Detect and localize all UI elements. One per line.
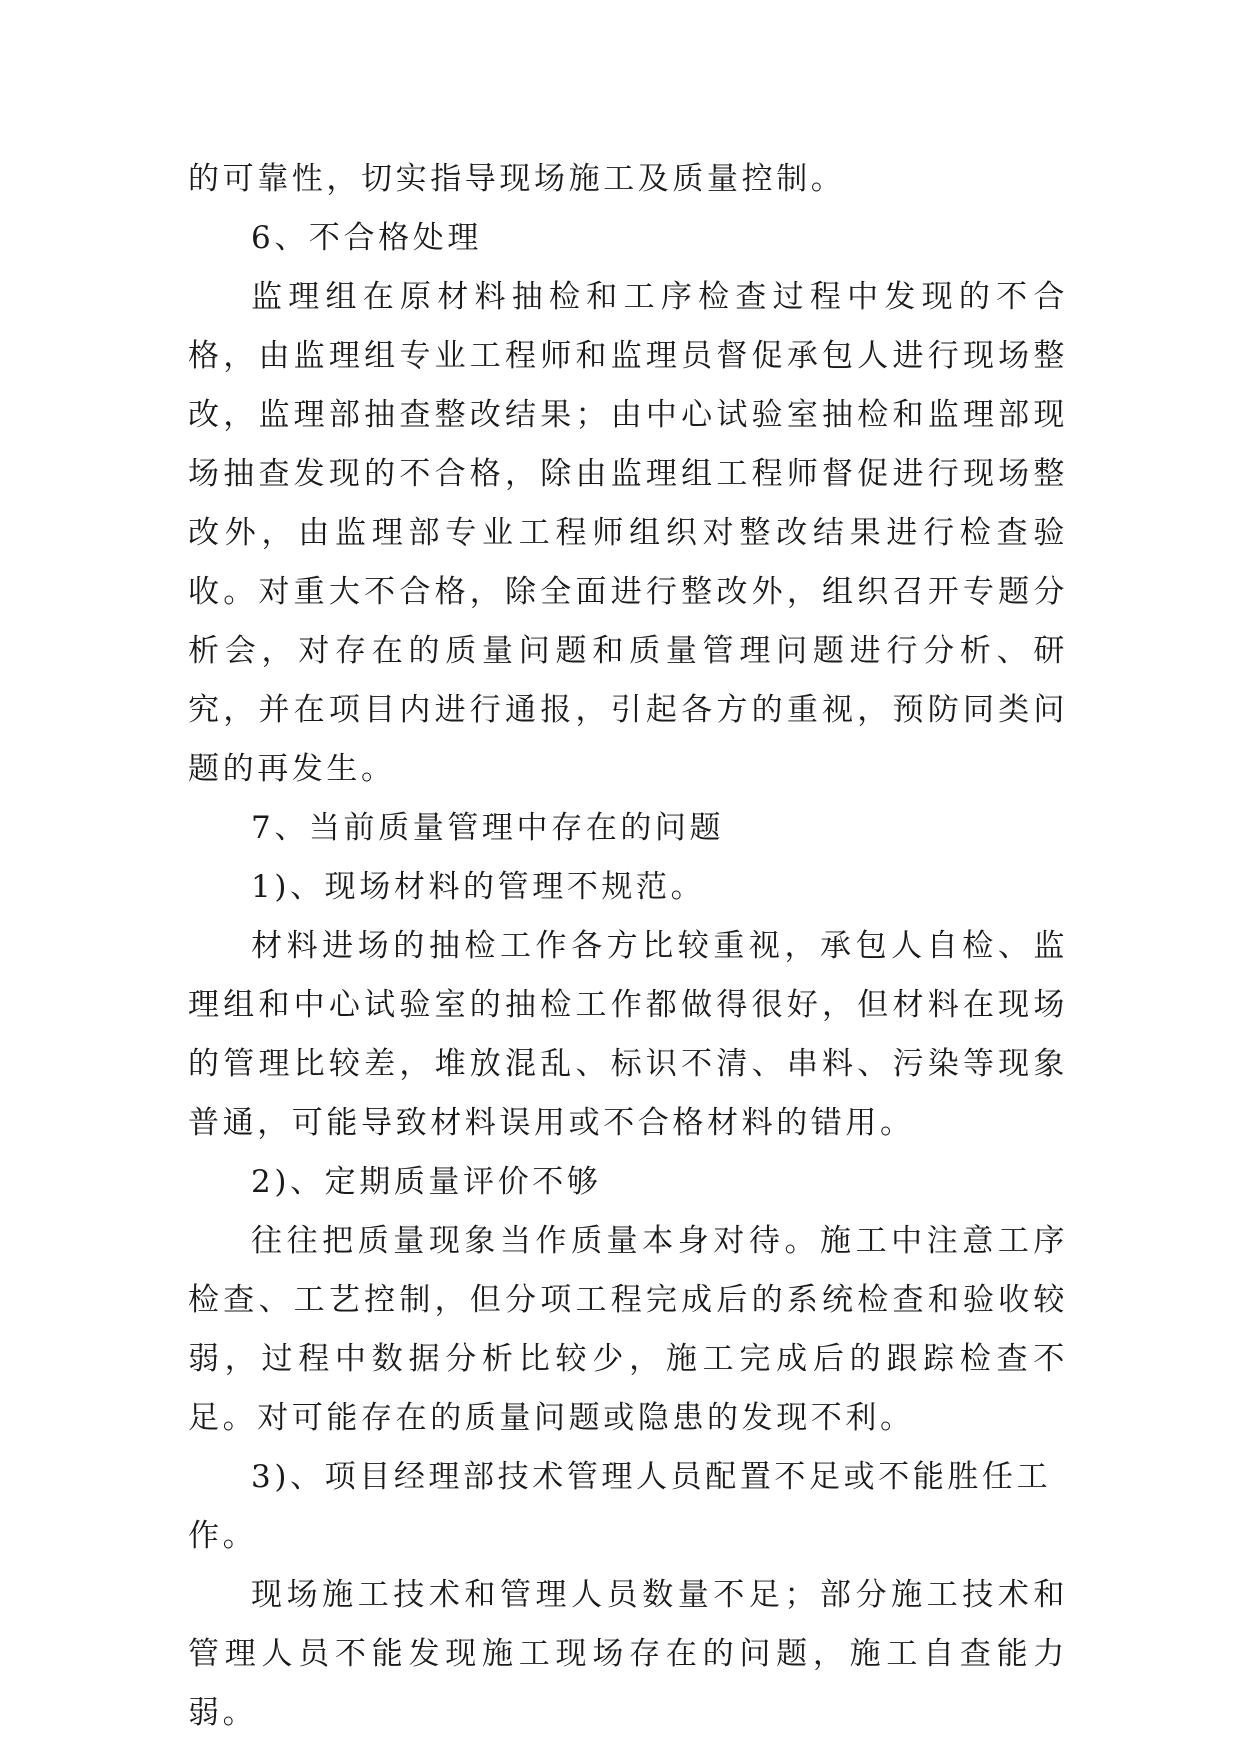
paragraph-continuation: 的可靠性，切实指导现场施工及质量控制。: [188, 161, 846, 197]
subheading-3: 3)、项目经理部技术管理人员配置不足或不能胜任工作。: [188, 1459, 1052, 1554]
section-heading-6: 6、不合格处理: [251, 220, 482, 256]
paragraph-materials: 材料进场的抽检工作各方比较重视，承包人自检、监理组和中心试验室的抽检工作都做得很好，但材料在现场的管理比较差，堆放混乱、标识不清、串料、污染等现象普通，可能导致材料误用或不合格材料的错用。: [188, 928, 1068, 1141]
subheading-2: 2)、定期质量评价不够: [251, 1164, 602, 1200]
paragraph-evaluation: 往往把质量现象当作质量本身对待。施工中注意工序检查、工艺控制，但分项工程完成后的系统检查和验收较弱，过程中数据分析比较少，施工完成后的跟踪检查不足。对可能存在的质量问题或隐患的发现不利。: [188, 1223, 1068, 1436]
paragraph-nonconformance: 监理组在原材料抽检和工序检查过程中发现的不合格，由监理组专业工程师和监理员督促承包人进行现场整改，监理部抽查整改结果；由中心试验室抽检和监理部现场抽查发现的不合格，除由监理组工程师督促进行现场整改外，由监理部专业工程师组织对整改结果进行检查验收。对重大不合格，除全面进行整改外，组织召开专题分析会，对存在的质量问题和质量管理问题进行分析、研究，并在项目内进行通报，引起各方的重视，预防同类问题的再发生。: [188, 279, 1068, 787]
section-heading-7: 7、当前质量管理中存在的问题: [251, 810, 725, 846]
document-page: [188, 150, 1068, 1743]
subheading-1: 1)、现场材料的管理不规范。: [251, 869, 706, 905]
paragraph-staffing: 现场施工技术和管理人员数量不足；部分施工技术和管理人员不能发现施工现场存在的问题，施工自查能力弱。: [188, 1577, 1068, 1731]
